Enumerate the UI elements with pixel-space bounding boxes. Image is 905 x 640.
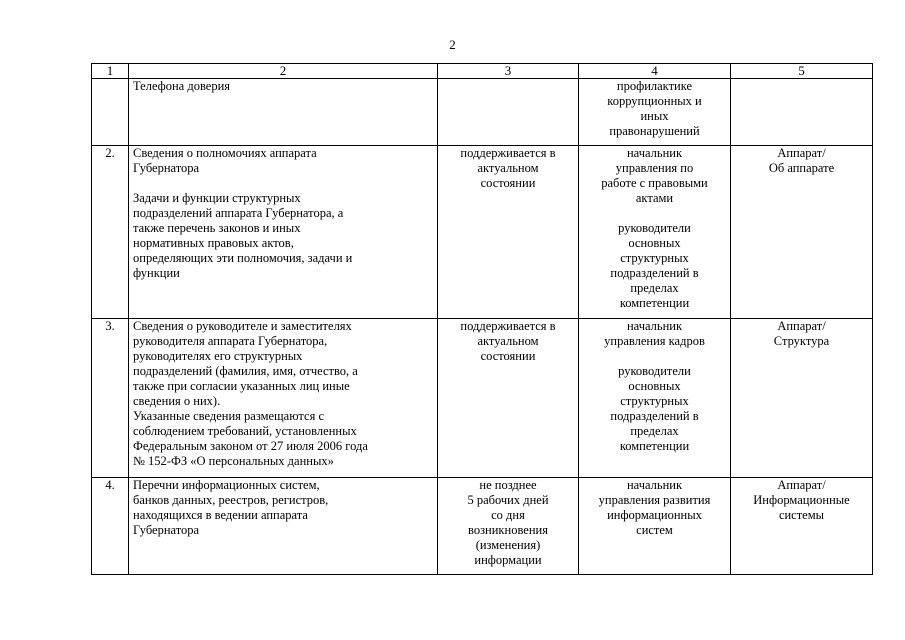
table-row — [92, 319, 873, 478]
update-period: поддерживается в актуальном состоянии — [438, 146, 579, 319]
column-header: 2 — [129, 64, 438, 79]
row-number — [92, 79, 129, 146]
page-number: 2 — [449, 37, 456, 52]
responsible-text: руководители основных структурных подразделений в пределах компетенции — [610, 221, 699, 310]
update-period: поддерживается в актуальном состоянии — [438, 319, 579, 478]
info-description — [129, 478, 438, 575]
description-text: Перечни информационных систем, банков данных, реестров, регистров, находящихся в ведении аппарата Губернатора — [133, 478, 329, 537]
responsible-person — [579, 319, 731, 478]
responsible-text: руководители основных структурных подразделений в пределах компетенции — [610, 364, 699, 453]
column-header: 5 — [731, 64, 873, 79]
site-section — [731, 79, 873, 146]
description-text: Сведения о полномочиях аппарата Губернатора — [133, 146, 317, 175]
responsible-text: начальник управления кадров — [604, 319, 705, 348]
info-description — [129, 79, 438, 146]
responsible-person — [579, 79, 731, 146]
column-header: 3 — [438, 64, 579, 79]
responsible-text: начальник управления развития информационных систем — [598, 478, 711, 537]
responsible-text: начальник управления по работе с правовыми актами — [601, 146, 708, 205]
table-header-row — [92, 64, 873, 79]
site-section: Аппарат/ Структура — [731, 319, 873, 478]
table-row — [92, 79, 873, 146]
column-header: 1 — [92, 64, 129, 79]
update-period — [438, 79, 579, 146]
row-number: 3. — [92, 319, 129, 478]
responsible-person — [579, 478, 731, 575]
info-description — [129, 146, 438, 319]
description-text: Телефона доверия — [133, 79, 231, 93]
row-number: 2. — [92, 146, 129, 319]
site-section: Аппарат/ Об аппарате — [731, 146, 873, 319]
table-row — [92, 478, 873, 575]
column-header: 4 — [579, 64, 731, 79]
info-description — [129, 319, 438, 478]
table-row — [92, 146, 873, 319]
row-number: 4. — [92, 478, 129, 575]
document-table — [91, 63, 873, 575]
site-section: Аппарат/ Информационные системы — [731, 478, 873, 575]
description-text: Сведения о руководителе и заместителях руководителя аппарата Губернатора, руководителях его структурных подразделений (фамилия, имя, отчество, а также при согласии указанных лиц иные сведения о них). Указанные сведения размещаются с соблюдением требований, установленных Федеральным законом от 27 июля 2006 года № 152-ФЗ «О персональных данных» — [133, 319, 368, 468]
responsible-text: профилактике коррупционных и иных правонарушений — [607, 79, 702, 138]
description-text: Задачи и функции структурных подразделений аппарата Губернатора, а также перечень законов и иных нормативных правовых актов, определяющих эти полномочия, задачи и функции — [133, 191, 353, 280]
responsible-person — [579, 146, 731, 319]
update-period: не позднее 5 рабочих дней со дня возникновения (изменения) информации — [438, 478, 579, 575]
